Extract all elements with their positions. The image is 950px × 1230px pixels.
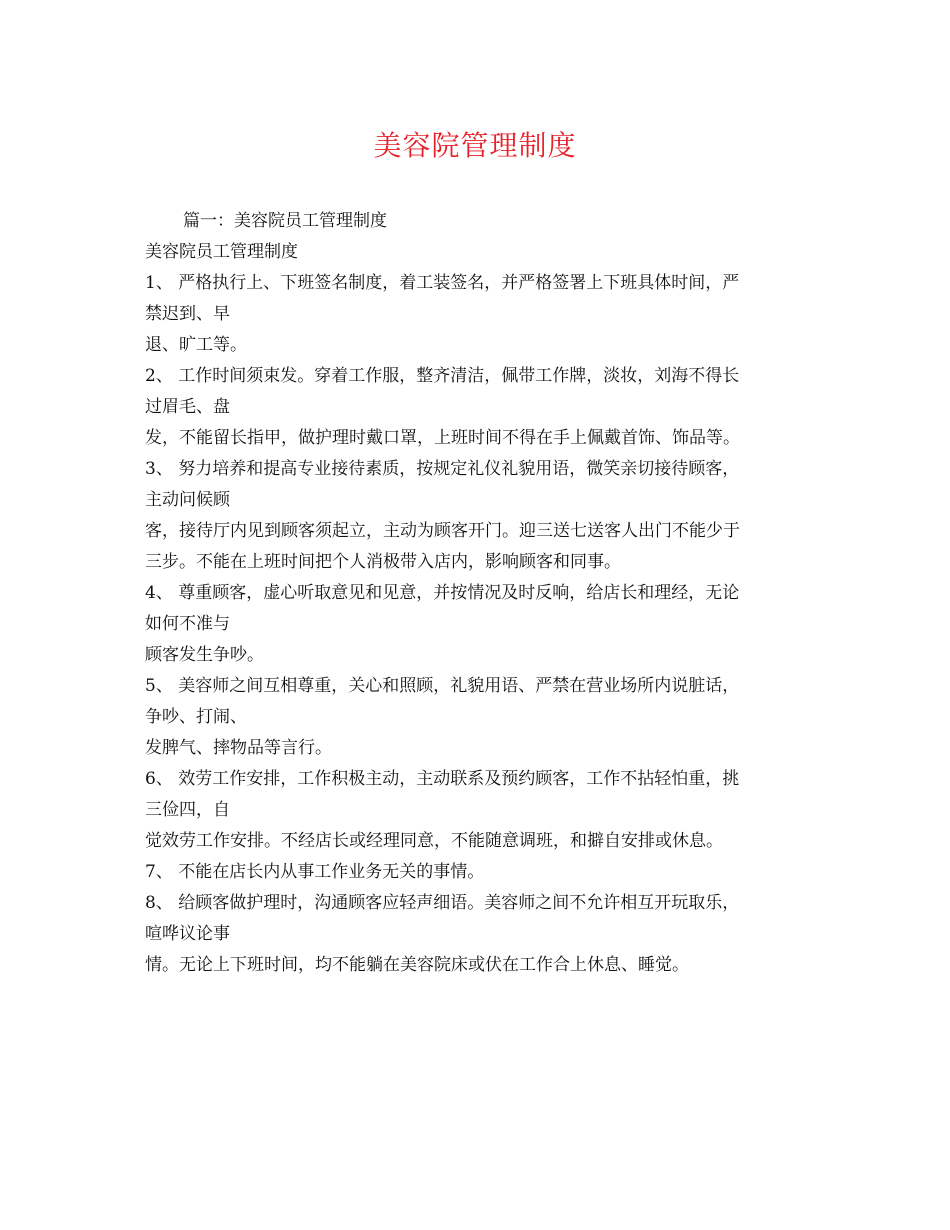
body-line: 发，不能留长指甲，做护理时戴口罩，上班时间不得在手上佩戴首饰、饰品等。 — [145, 428, 740, 448]
body-line: 过眉毛、盘 — [145, 397, 230, 417]
body-line: 三俭四，自 — [145, 800, 230, 820]
document-title: 美容院管理制度 — [373, 129, 577, 162]
section-heading: 篇一：美容院员工管理制度 — [183, 211, 387, 231]
body-line: 3、 努力培养和提高专业接待素质，按规定礼仪礼貌用语，微笑亲切接待顾客， — [145, 459, 740, 479]
body-line: 退、旷工等。 — [145, 335, 247, 355]
body-line: 1、 严格执行上、下班签名制度，着工装签名，并严格签署上下班具体时间，严 — [145, 273, 740, 293]
body-line: 4、 尊重顾客，虚心听取意见和见意，并按情况及时反响，给店长和理经，无论 — [145, 583, 740, 603]
body-line: 发脾气、摔物品等言行。 — [145, 738, 332, 758]
body-line: 觉效劳工作安排。不经店长或经理同意，不能随意调班，和擗自安排或休息。 — [145, 831, 723, 851]
body-line: 客，接待厅内见到顾客须起立，主动为顾客开门。迎三送七送客人出门不能少于 — [145, 521, 740, 541]
body-line: 喧哗议论事 — [145, 924, 230, 944]
body-line: 如何不准与 — [145, 614, 230, 634]
document-subtitle: 美容院员工管理制度 — [145, 242, 298, 262]
body-line: 5、 美容师之间互相尊重，关心和照顾，礼貌用语、严禁在营业场所内说脏话， — [145, 676, 740, 696]
body-line: 主动问候顾 — [145, 490, 230, 510]
body-line: 顾客发生争吵。 — [145, 645, 264, 665]
body-line: 7、 不能在店长内从事工作业务无关的事情。 — [145, 862, 485, 882]
body-line: 6、 效劳工作安排，工作积极主动，主动联系及预约顾客，工作不拈轻怕重，挑 — [145, 769, 740, 789]
body-line: 2、 工作时间须束发。穿着工作服，整齐清洁，佩带工作牌，淡妆，刘海不得长 — [145, 366, 740, 386]
body-line: 8、 给顾客做护理时，沟通顾客应轻声细语。美容师之间不允许相互开玩取乐， — [145, 893, 740, 913]
body-line: 禁迟到、早 — [145, 304, 230, 324]
body-line: 争吵、打闹、 — [145, 707, 247, 727]
body-line: 情。无论上下班时间，均不能躺在美容院床或伏在工作合上休息、睡觉。 — [145, 955, 689, 975]
document-body — [145, 206, 825, 981]
body-line: 三步。不能在上班时间把个人消极带入店内，影响顾客和同事。 — [145, 552, 621, 572]
